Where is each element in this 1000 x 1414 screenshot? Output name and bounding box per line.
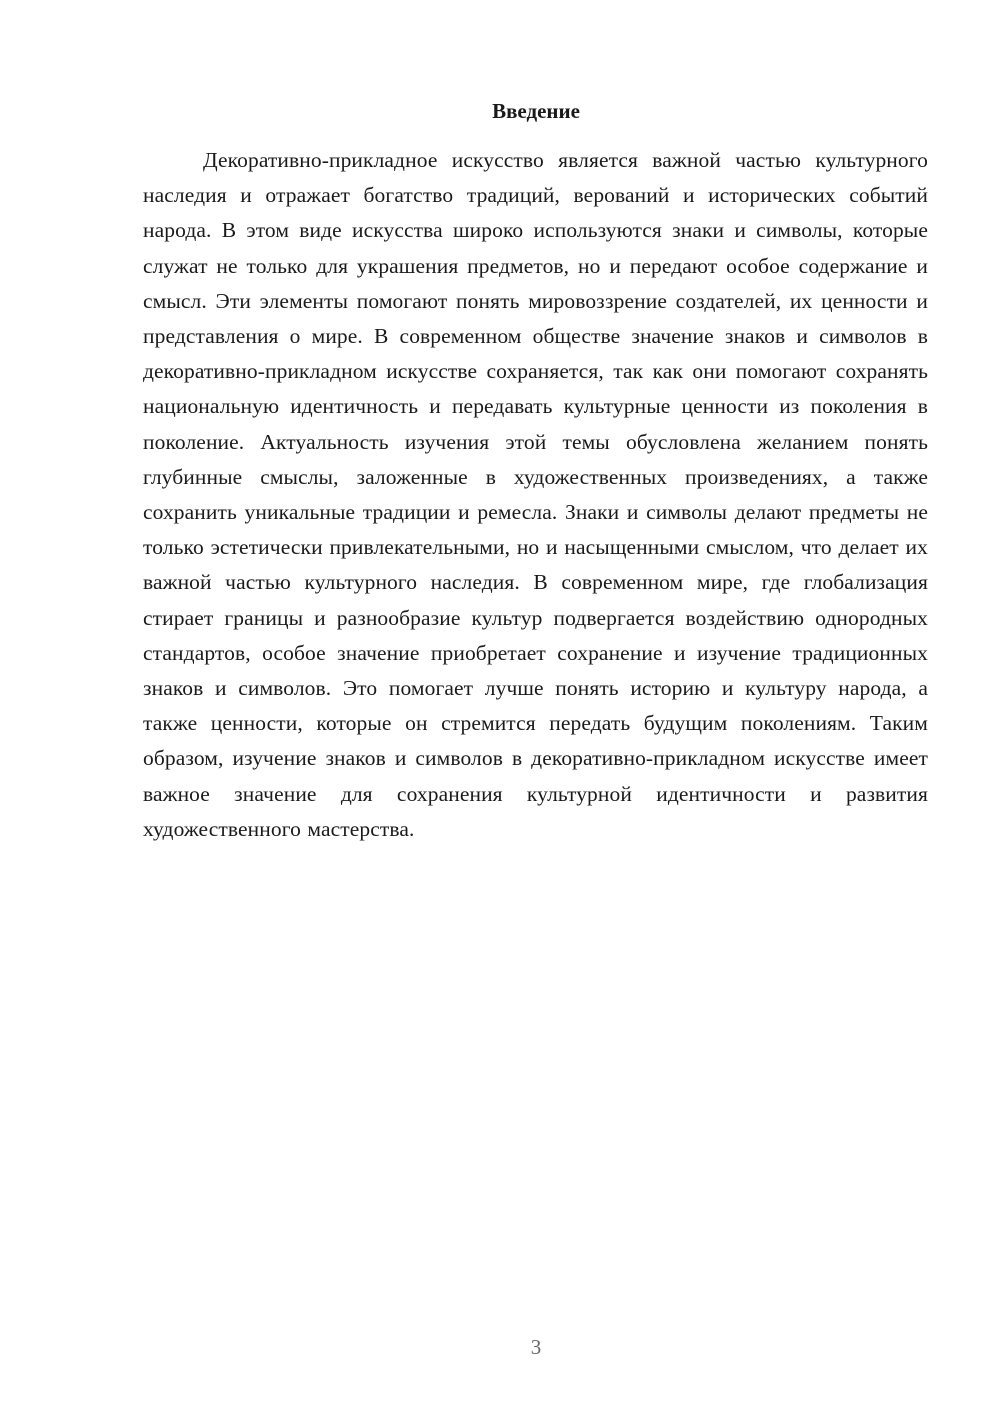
body-paragraph: Декоративно-прикладное искусство является важной частью культурного наследия и отражает богатство традиций, верований и исторических событий народа. В этом виде искусства широко используются знаки и символы, которые служат не только для украшения предметов, но и передают особое содержание и смысл. Эти элементы помогают понять мировоззрение создателей, их ценности и представления о мире. В современном обществе значение знаков и символов в декоративно-прикладном искусстве сохраняется, так как они помогают сохранять национальную идентичность и передавать культурные ценности из поколения в поколение. Актуальность изучения этой темы обусловлена желанием понять глубинные смыслы, заложенные в художественных произведениях, а также сохранить уникальные традиции и ремесла. Знаки и символы делают предметы не только эстетически привлекательными, но и насыщенными смыслом, что делает их важной частью культурного наследия. В современном мире, где глобализация стирает границы и разнообразие культур подвергается воздействию однородных стандартов, особое значение приобретает сохранение и изучение традиционных знаков и символов. Это помогает лучше понять историю и культуру народа, а также ценности, которые он стремится передать будущим поколениям. Таким образом, изучение знаков и символов в декоративно-прикладном искусстве имеет важное значение для сохранения культурной идентичности и развития художественного мастерства. — [143, 148, 928, 841]
section-heading: Введение — [492, 99, 580, 123]
page-number: 3 — [530, 1335, 542, 1359]
